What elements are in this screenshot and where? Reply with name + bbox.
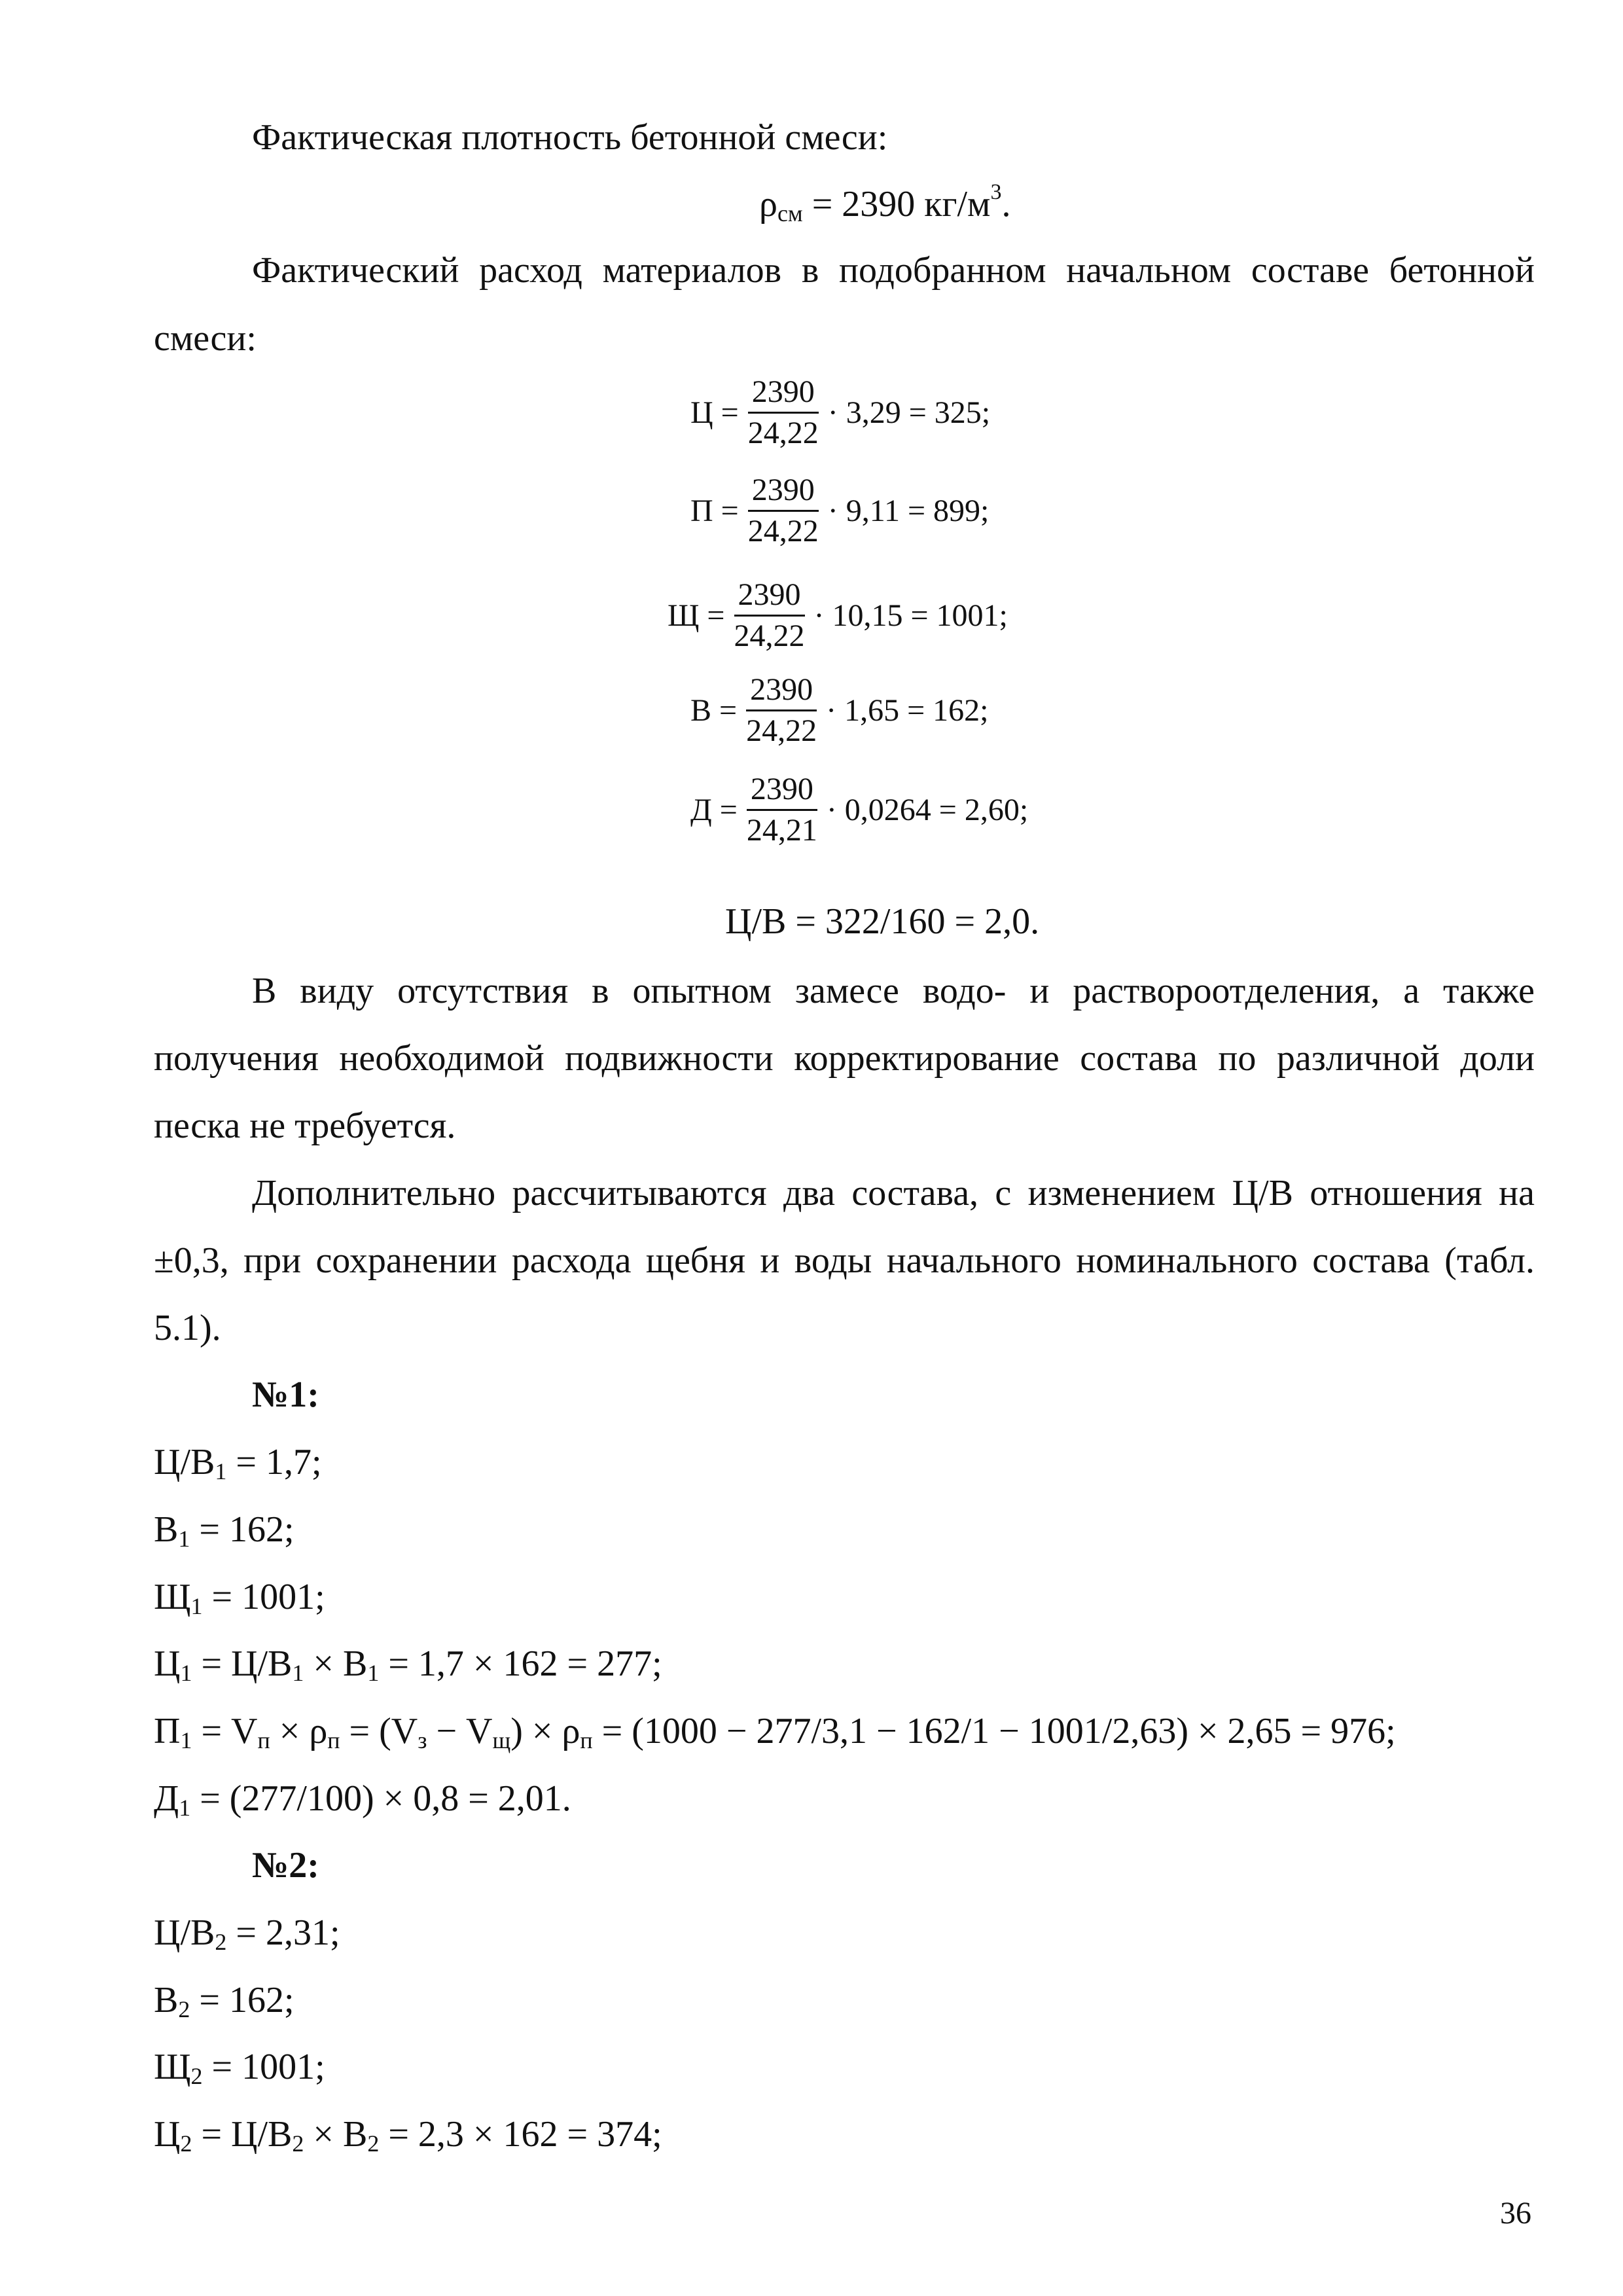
- numerator: 2390: [734, 577, 805, 617]
- numerator: 2390: [748, 374, 819, 414]
- formula-additive: [690, 761, 1028, 859]
- formula-rhs: · 10,15 = 1001;: [813, 598, 1008, 633]
- composition-1-water: $В_1 = 162$;: [154, 1509, 294, 1552]
- formula-cement: [690, 363, 990, 461]
- formula-rhs: · 1,65 = 162;: [826, 692, 989, 728]
- denominator: 24,22: [747, 513, 819, 548]
- value: = 1,7 × 162 = 277;: [379, 1643, 662, 1684]
- rho-subscript: см: [777, 200, 803, 226]
- composition-1-cv: $Ц/В_1 = 1,7$;: [154, 1442, 322, 1484]
- formula-lhs: В =: [690, 692, 738, 728]
- formula-water: [690, 661, 988, 759]
- density-value: = 2390 кг/м: [802, 184, 991, 224]
- density-formula: [759, 180, 1011, 226]
- composition-1-gravel: $Щ_1 = 1001$;: [154, 1577, 325, 1619]
- fraction: [743, 771, 821, 849]
- composition-2-heading: №2:: [252, 1845, 319, 1886]
- composition-1-cement: $Ц_1 = Ц/В_1 \times В_1 = 1,7 \times 162 = 277$;: [154, 1643, 662, 1686]
- value: × В: [304, 1643, 368, 1684]
- value: = 2,3 × 162 = 374;: [379, 2114, 662, 2155]
- composition-1-heading: №1:: [252, 1374, 319, 1415]
- paragraph-two-compositions-line2: ±0,3, при сохранении расхода щебня и воды начального номинального состава (табл.: [154, 1240, 1535, 1281]
- value: = 2,31;: [226, 1912, 340, 1953]
- paragraph-two-compositions-line3: 5.1).: [154, 1308, 221, 1348]
- fraction: [744, 472, 823, 550]
- fraction: [744, 374, 823, 452]
- value: = (V: [340, 1711, 418, 1751]
- density-intro: Фактическая плотность бетонной смеси:: [252, 117, 888, 158]
- formula-rhs: · 9,11 = 899;: [827, 493, 990, 528]
- value: − V: [427, 1711, 493, 1751]
- value: = 1001;: [202, 1577, 325, 1617]
- value: = 162;: [190, 1980, 294, 2020]
- paragraph-no-correction-line2: получения необходимой подвижности корректирование состава по различной доли: [154, 1038, 1535, 1079]
- consumption-intro-line1: Фактический расход материалов в подобранном начальном составе бетонной: [252, 250, 1535, 291]
- fraction: [730, 577, 809, 655]
- value: = Ц/В: [192, 1643, 293, 1684]
- value: = (1000 − 277/3,1 − 162/1 − 1001/2,63) × 2,65 = 976;: [592, 1711, 1396, 1751]
- value: = 1001;: [202, 2047, 325, 2087]
- value: = 162;: [190, 1509, 294, 1550]
- composition-2-cv: $Ц/В_2 = 2,31$;: [154, 1912, 340, 1955]
- formula-lhs: П =: [690, 493, 739, 528]
- denominator: 24,22: [747, 415, 819, 450]
- value: × В: [304, 2114, 368, 2155]
- denominator: 24,22: [734, 618, 805, 653]
- cube-superscript: 3: [990, 180, 1002, 204]
- consumption-intro-line2: смеси:: [154, 318, 257, 359]
- value: = (277/100) × 0,8 = 2,01.: [190, 1778, 571, 1819]
- denominator: 24,22: [746, 713, 817, 748]
- composition-2-cement: $Ц_2 = Ц/В_2 \times В_2 = 2,3 \times 162 = 374$;: [154, 2114, 662, 2157]
- paragraph-no-correction-line1: В виду отсутствия в опытном замесе водо- и раствороотделения, а также: [252, 971, 1535, 1011]
- formula-lhs: Ц =: [690, 395, 739, 430]
- paragraph-two-compositions-line1: Дополнительно рассчитываются два состава, с изменением Ц/В отношения на: [252, 1173, 1535, 1213]
- formula-sand: [690, 461, 989, 560]
- value: ) × ρ: [510, 1711, 580, 1751]
- value: = V: [192, 1711, 258, 1751]
- paragraph-no-correction-line3: песка не требуется.: [154, 1105, 456, 1146]
- value: = Ц/В: [192, 2114, 293, 2155]
- density-period: .: [1001, 184, 1011, 224]
- formula-lhs: Щ =: [668, 598, 725, 633]
- denominator: 24,21: [746, 812, 817, 848]
- numerator: 2390: [746, 672, 817, 711]
- formula-lhs: Д =: [690, 792, 738, 827]
- value: = 1,7;: [226, 1442, 322, 1482]
- value: × ρ: [270, 1711, 328, 1751]
- composition-2-gravel: $Щ_2 = 1001$;: [154, 2047, 325, 2089]
- page-number: 36: [1500, 2196, 1531, 2231]
- composition-2-water: $В_2 = 162$;: [154, 1980, 294, 2022]
- composition-1-sand: $П_1 = V_п \times \rho_п = (V_з - V_щ) \times \rho_п = (1000 - 277/3,1 - 162/1 - 1001/2,63) \times 2,65 = 976$;: [154, 1711, 1396, 1753]
- cement-water-ratio: Ц/В = 322/160 = 2,0.: [725, 901, 1040, 942]
- numerator: 2390: [748, 472, 819, 512]
- formula-gravel: [668, 566, 1008, 664]
- formula-rhs: · 3,29 = 325;: [827, 395, 991, 430]
- fraction: [742, 672, 821, 749]
- formula-rhs: · 0,0264 = 2,60;: [826, 792, 1029, 827]
- rho-symbol: ρ: [759, 184, 777, 224]
- composition-1-additive: $Д_1 = (277/100) \times 0,8 = 2,01$.: [154, 1778, 571, 1821]
- numerator: 2390: [747, 771, 817, 811]
